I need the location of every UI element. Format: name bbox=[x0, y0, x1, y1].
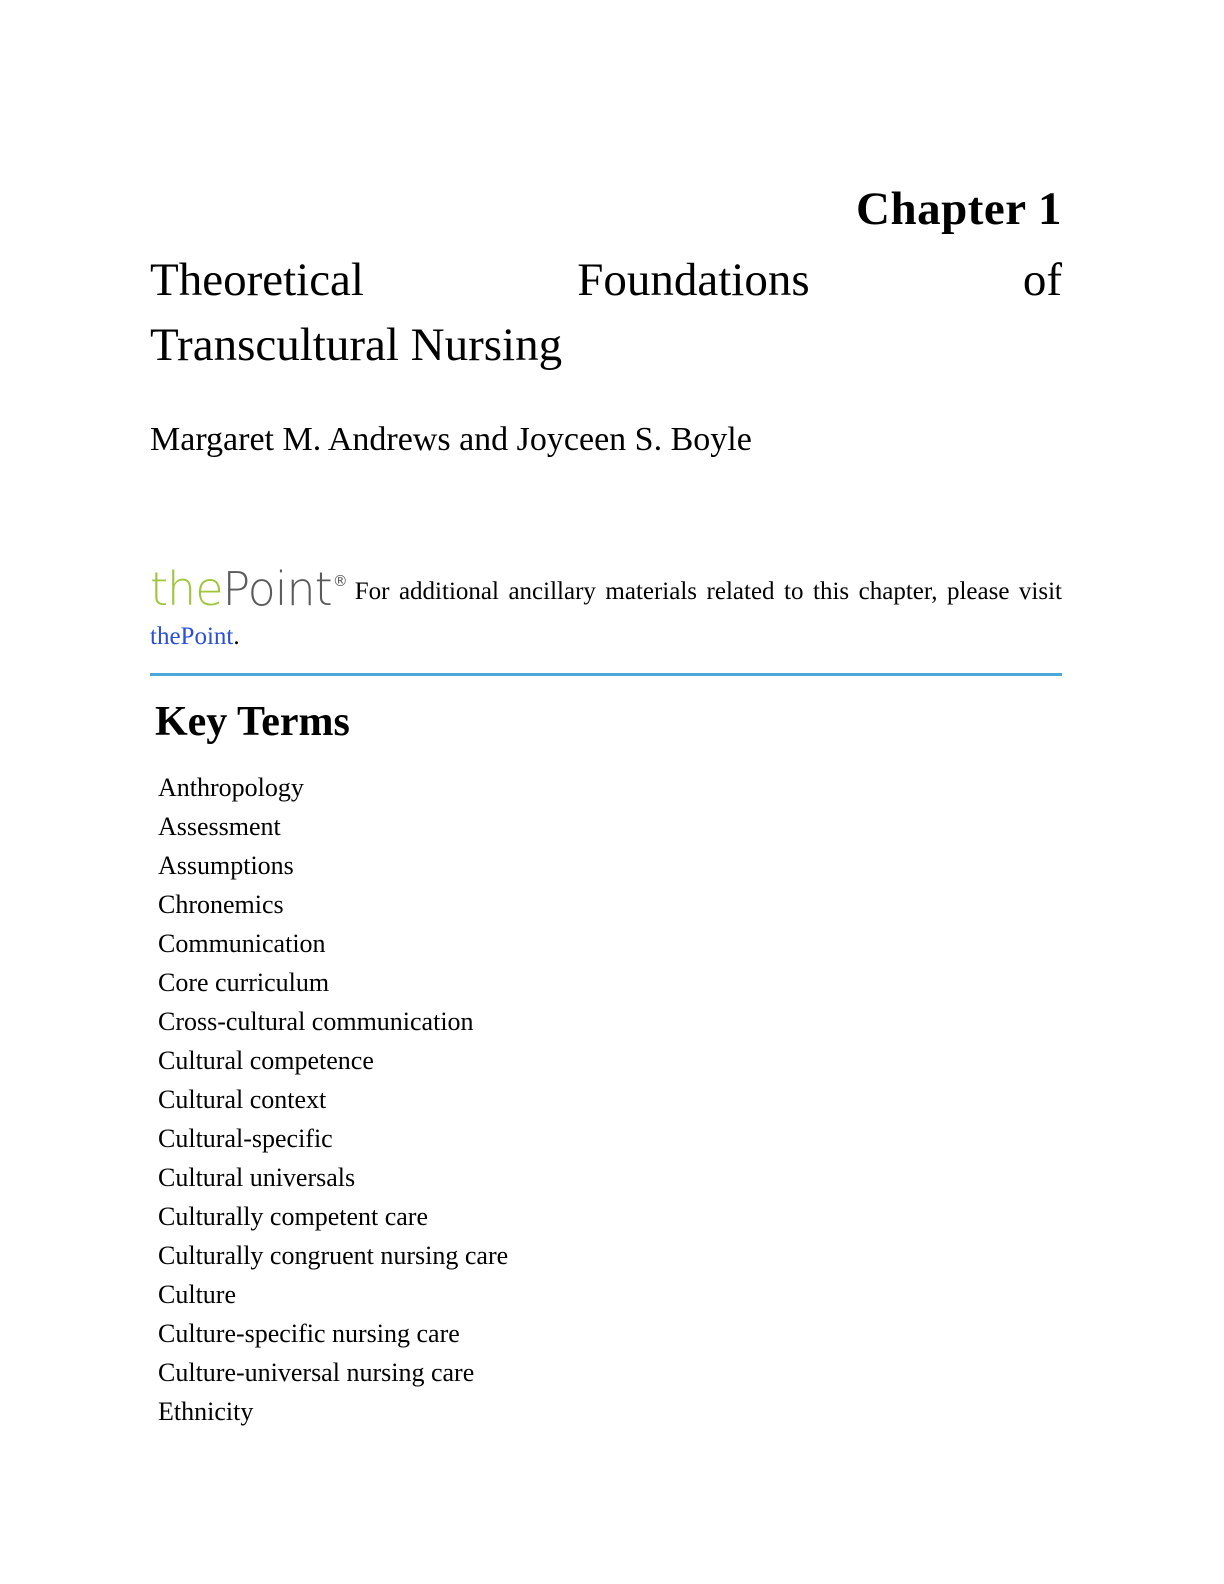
page-content bbox=[150, 185, 1062, 1431]
list-item: Core curriculum bbox=[158, 968, 330, 998]
chapter-label: Chapter 1 bbox=[856, 183, 1062, 235]
thepoint-logo-the: the bbox=[150, 561, 223, 616]
list-item: Culture-universal nursing care bbox=[158, 1358, 475, 1388]
page-title-word-1: Theoretical bbox=[150, 254, 364, 307]
page-title bbox=[150, 248, 1062, 378]
page-title-word-2: Foundations bbox=[577, 254, 810, 307]
thepoint-logo bbox=[150, 555, 347, 624]
page-title-word-3: of bbox=[1022, 254, 1062, 307]
key-terms-heading: Key Terms bbox=[155, 699, 350, 746]
key-terms-list bbox=[158, 768, 1062, 1431]
section-divider bbox=[150, 673, 1062, 676]
ancillary-text-before-link: For additional ancillary materials related to this chapter, please visit bbox=[354, 577, 1062, 605]
list-item: Cross-cultural communication bbox=[158, 1007, 474, 1037]
list-item: Cultural universals bbox=[158, 1163, 356, 1193]
ancillary-text-after-link: . bbox=[233, 622, 240, 650]
page-title-line-2: Transcultural Nursing bbox=[150, 319, 563, 372]
list-item: Cultural-specific bbox=[158, 1124, 333, 1154]
list-item: Communication bbox=[158, 929, 326, 959]
registered-trademark-icon: ® bbox=[332, 571, 348, 590]
list-item: Anthropology bbox=[158, 773, 304, 803]
thepoint-logo-point: Point bbox=[222, 561, 332, 616]
authors: Margaret M. Andrews and Joyceen S. Boyle bbox=[150, 421, 752, 459]
list-item: Assessment bbox=[158, 812, 281, 842]
ancillary-materials-note bbox=[150, 549, 1062, 656]
list-item: Culture-specific nursing care bbox=[158, 1319, 460, 1349]
list-item: Culture bbox=[158, 1280, 236, 1310]
list-item: Chronemics bbox=[158, 890, 284, 920]
list-item: Cultural competence bbox=[158, 1046, 374, 1076]
thepoint-link[interactable]: thePoint bbox=[150, 622, 234, 650]
list-item: Cultural context bbox=[158, 1085, 327, 1115]
list-item: Assumptions bbox=[158, 851, 294, 881]
list-item: Ethnicity bbox=[158, 1397, 254, 1427]
list-item: Culturally congruent nursing care bbox=[158, 1241, 509, 1271]
list-item: Culturally competent care bbox=[158, 1202, 429, 1232]
page-title-line-1 bbox=[150, 248, 1062, 313]
